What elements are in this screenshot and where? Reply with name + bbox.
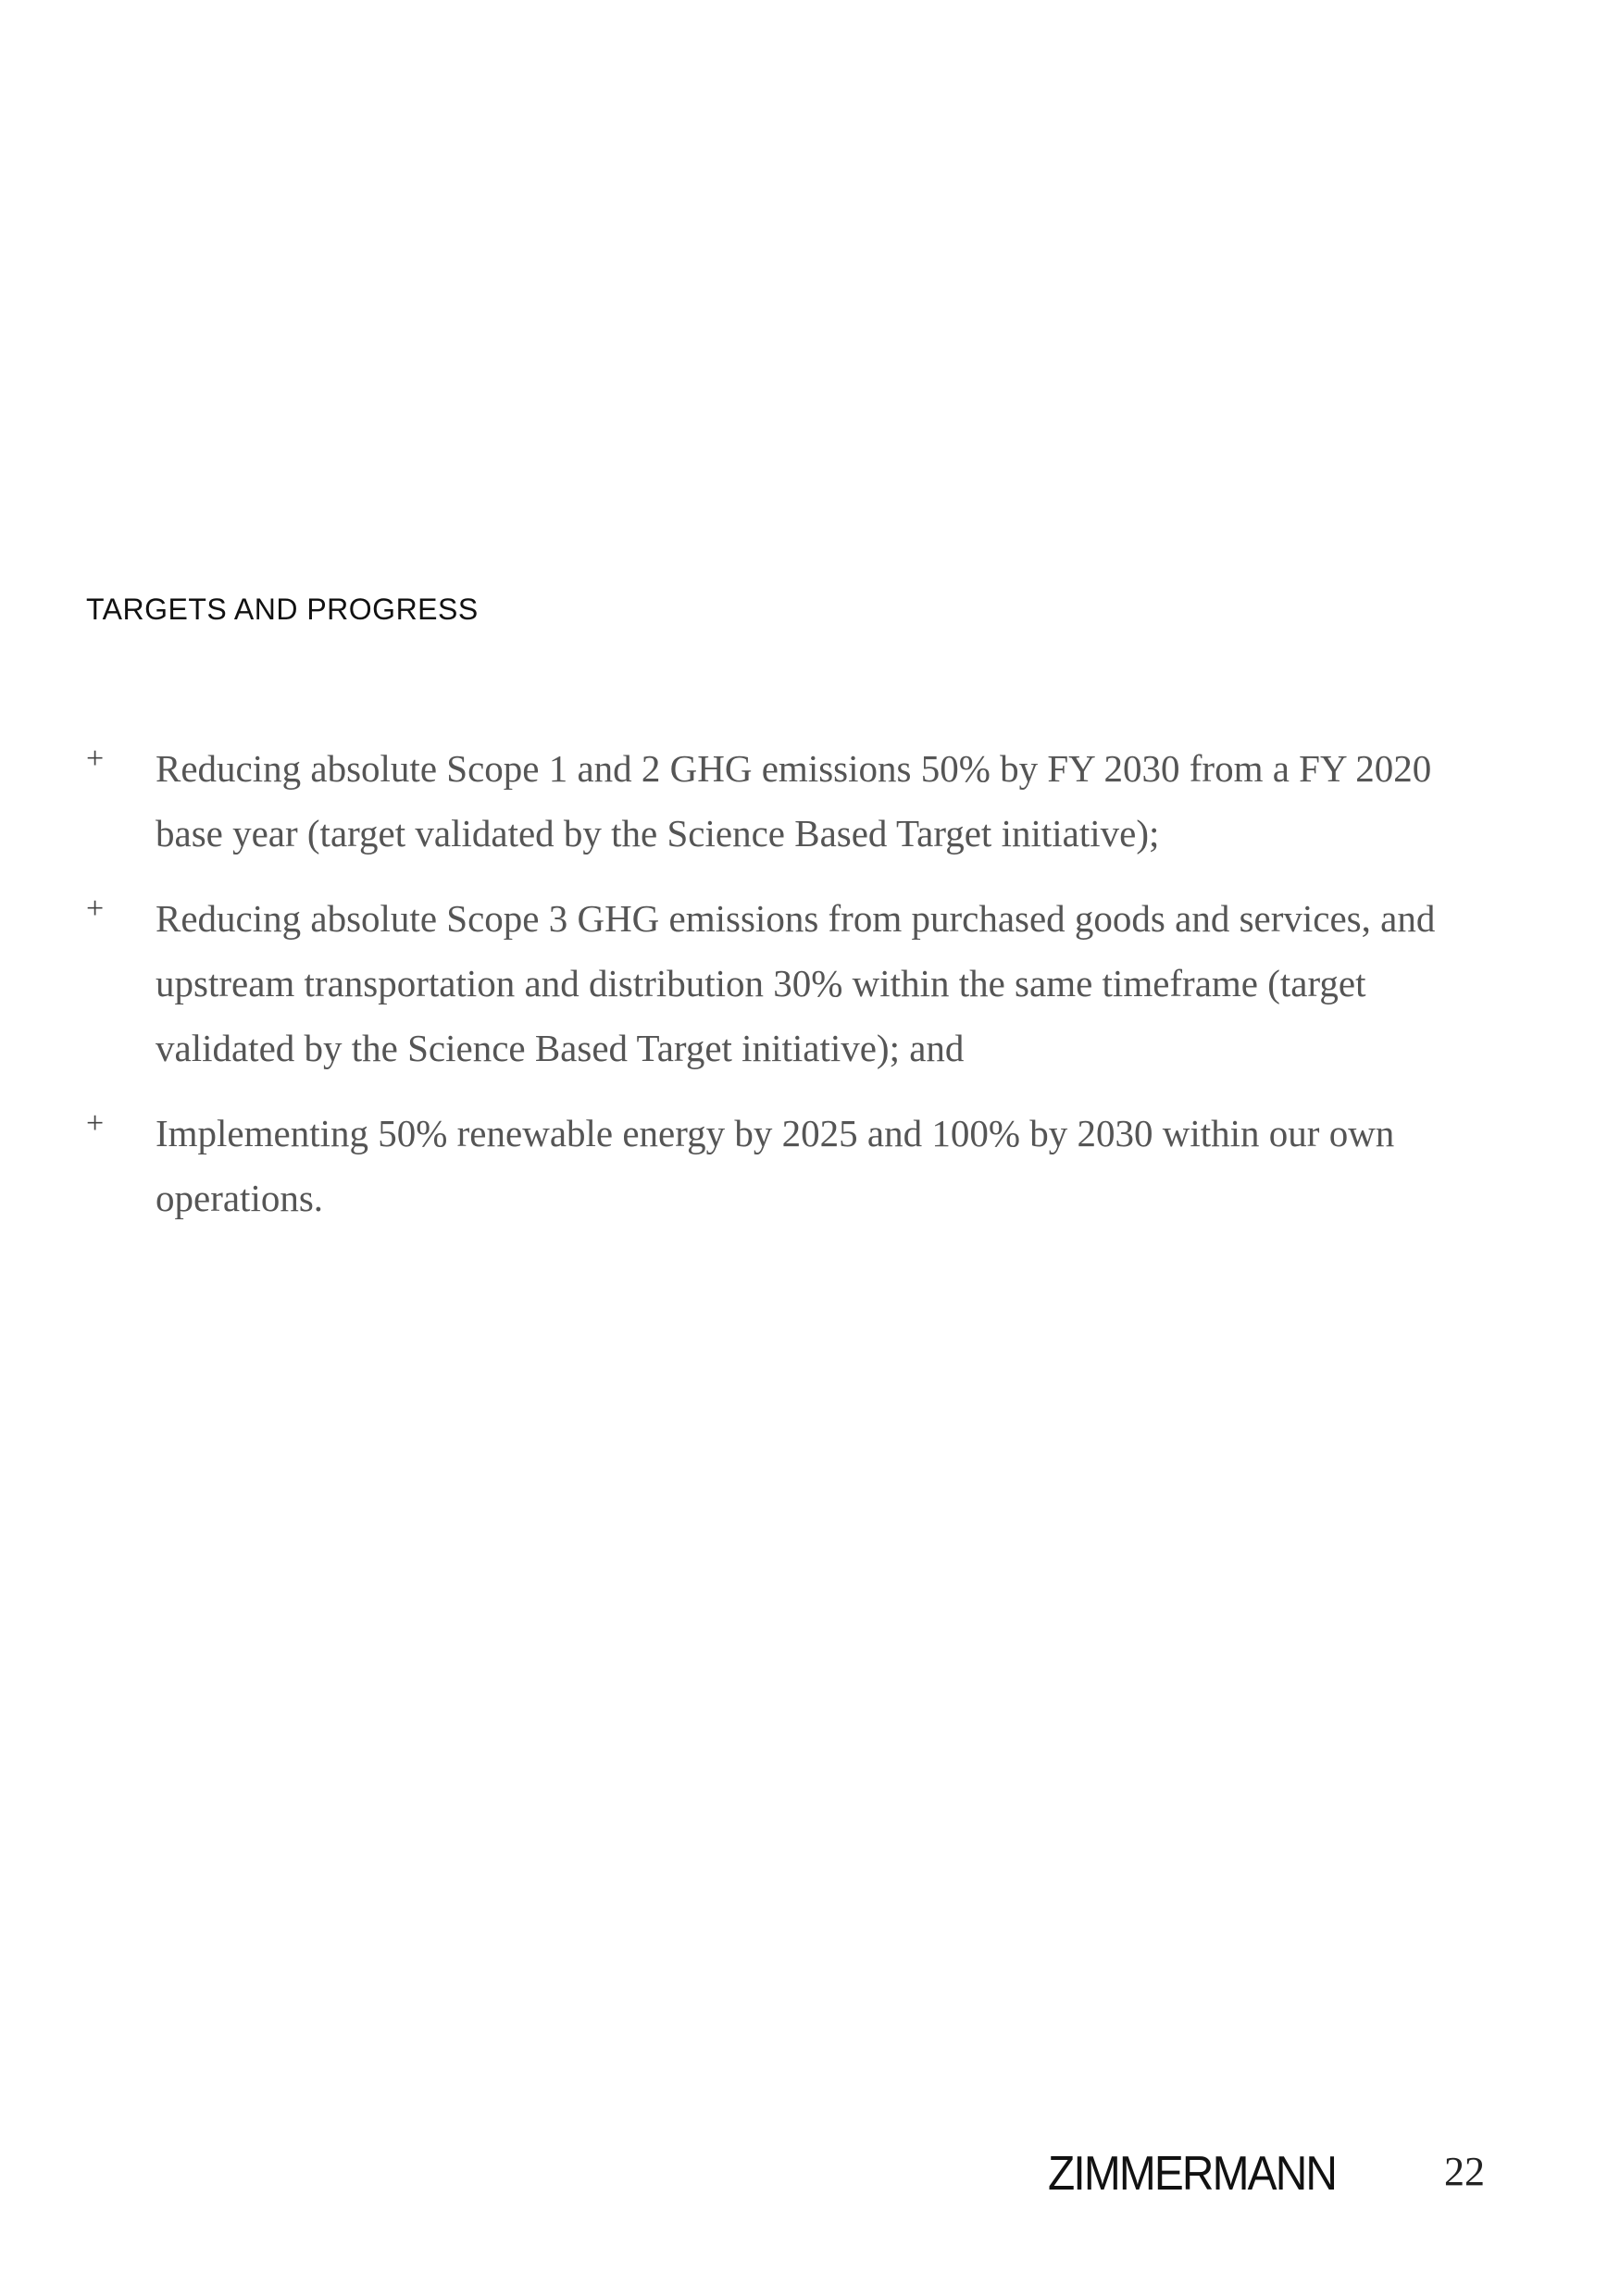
targets-list: [0, 736, 1620, 1251]
bullet-text: Reducing absolute Scope 1 and 2 GHG emissions 50% by FY 2030 from a FY 2020 base year (target validated by the Science Based Target initiative);: [156, 747, 1432, 855]
list-item: [0, 736, 1620, 866]
bullet-marker: +: [86, 742, 105, 776]
section-heading: TARGETS AND PROGRESS: [86, 593, 479, 626]
bullet-text: Reducing absolute Scope 3 GHG emissions from purchased goods and services, and upstream transportation and distribution 30% within the same timeframe (target validated by the Science Based Target initiative); and: [156, 897, 1436, 1069]
brand-logo: ZIMMERMANN: [1048, 2147, 1337, 2201]
bullet-marker: +: [86, 892, 105, 926]
bullet-marker: +: [86, 1106, 105, 1141]
list-item: [0, 886, 1620, 1080]
list-item: [0, 1101, 1620, 1230]
page-number: 22: [1444, 2149, 1485, 2194]
bullet-text: Implementing 50% renewable energy by 2025 and 100% by 2030 within our own operations.: [156, 1112, 1395, 1219]
